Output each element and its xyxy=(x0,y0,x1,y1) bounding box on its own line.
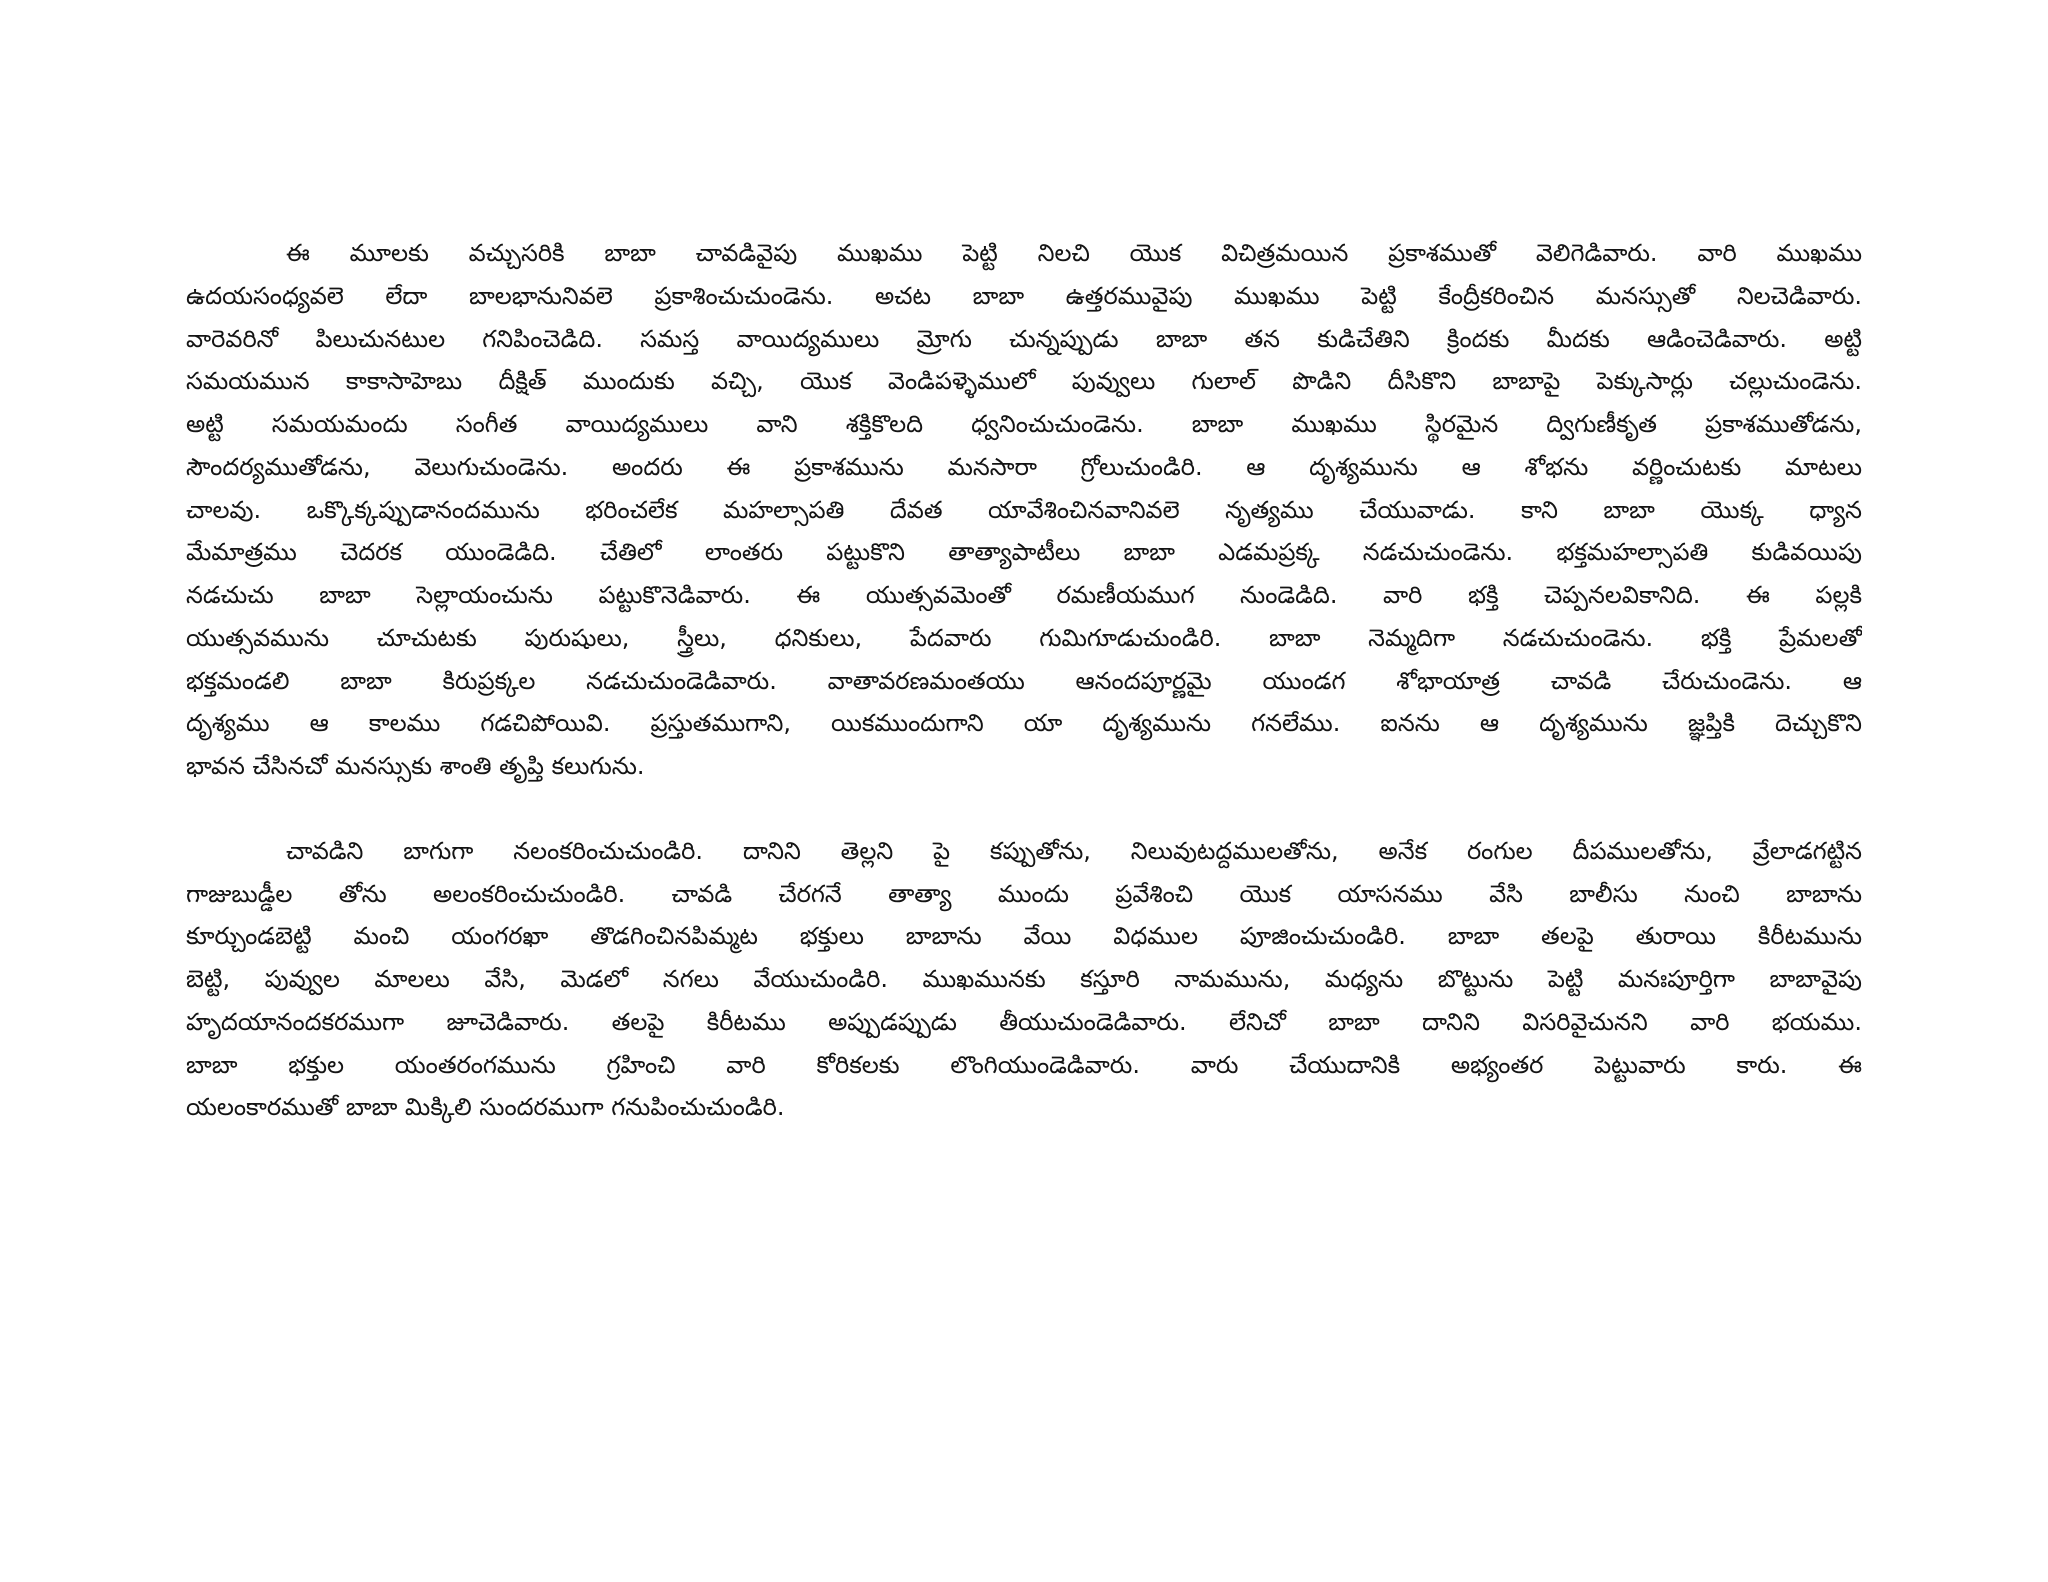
paragraph-line: వారెవరినో పిలుచునటుల గనిపించెడిది. సమస్త వాయిద్యములు మ్రోగు చున్నప్పుడు బాబా తన కుడిచేతిని క్రిందకు మీదకు ఆడించెడివారు. అట్టి xyxy=(186,324,1862,353)
paragraph-line: యుత్సవమును చూచుటకు పురుషులు, స్త్రీలు, ధనికులు, పేదవారు గుమిగూడుచుండిరి. బాబా నెమ్మదిగా నడచుచుండెను. భక్తి ప్రేమలతో xyxy=(186,623,1862,652)
paragraph-line: బాబా భక్తుల యంతరంగమును గ్రహించి వారి కోరికలకు లొంగియుండెడివారు. వారు చేయుదానికి అభ్యంతర పెట్టువారు కారు. ఈ xyxy=(186,1050,1862,1079)
paragraph-line: భక్తమండలి బాబా కిరుప్రక్కల నడచుచుండెడివారు. వాతావరణమంతయు ఆనందపూర్ణమై యుండగ శోభాయాత్ర చావడి చేరుచుండెను. ఆ xyxy=(186,666,1862,695)
paragraph-1 xyxy=(186,232,1862,788)
paragraph-line: ఉదయసంధ్యవలె లేదా బాలభానునివలె ప్రకాశించుచుండెను. అచట బాబా ఉత్తరమువైపు ముఖము పెట్టి కేంద్రీకరించిన మనస్సుతో నిలచెడివారు. xyxy=(186,281,1862,310)
paragraph-line: హృదయానందకరముగా జూచెడివారు. తలపై కిరీటము అప్పుడప్పుడు తీయుచుండెడివారు. లేనిచో బాబా దానిని విసరివైచునని వారి భయము. xyxy=(186,1007,1862,1036)
paragraph-2 xyxy=(186,830,1862,1129)
paragraph-line: దృశ్యము ఆ కాలము గడచిపోయివి. ప్రస్తుతముగాని, యికముందుగాని యా దృశ్యమును గనలేము. ఐనను ఆ దృశ్యమును జ్ఞప్తికి దెచ్చుకొని xyxy=(186,709,1862,738)
paragraph-line: అట్టి సమయమందు సంగీత వాయిద్యములు వాని శక్తికొలది ధ్వనించుచుండెను. బాబా ముఖము స్థిరమైన ద్విగుణీకృత ప్రకాశముతోడను, xyxy=(186,410,1862,438)
paragraph-line: సౌందర్యముతోడను, వెలుగుచుండెను. అందరు ఈ ప్రకాశమును మనసారా గ్రోలుచుండిరి. ఆ దృశ్యమును ఆ శోభను వర్ణించుటకు మాటలు xyxy=(186,452,1862,481)
paragraph-line: ఈ మూలకు వచ్చుసరికి బాబా చావడివైపు ముఖము పెట్టి నిలచి యొక విచిత్రమయిన ప్రకాశముతో వెలిగెడివారు. వారి ముఖము xyxy=(286,239,1862,267)
paragraph-spacer xyxy=(186,788,1862,830)
paragraph-line: భావన చేసినచో మనస్సుకు శాంతి తృప్తి కలుగును. xyxy=(186,752,645,780)
document-body xyxy=(186,232,1862,1129)
paragraph-line: నడచుచు బాబా సెల్లాయంచును పట్టుకొనెడివారు. ఈ యుత్సవమెంతో రమణీయముగ నుండెడిది. వారి భక్తి చెప్పనలవికానిది. ఈ పల్లకి xyxy=(186,581,1862,609)
paragraph-line: చావడిని బాగుగా నలంకరించుచుండిరి. దానిని తెల్లని పై కప్పుతోను, నిలువుటద్దములతోను, అనేక రంగుల దీపములతోను, వ్రేలాడగట్టిన xyxy=(286,836,1862,865)
paragraph-line: సమయమున కాకాసాహెబు దీక్షిత్ ముందుకు వచ్చి, యొక వెండిపళ్ళెములో పువ్వులు గులాల్ పొడిని దీసికొని బాబాపై పెక్కుసార్లు చల్లుచుండెను. xyxy=(186,367,1862,396)
paragraph-line: గాజుబుడ్డీల తోను అలంకరించుచుండిరి. చావడి చేరగనే తాత్యా ముందు ప్రవేశించి యొక యాసనము వేసి బాలీసు నుంచి బాబాను xyxy=(186,879,1862,908)
paragraph-line: యలంకారముతో బాబా మిక్కిలి సుందరముగా గనుపించుచుండిరి. xyxy=(186,1093,785,1122)
paragraph-line: చాలవు. ఒక్కొక్కప్పుడానందమును భరించలేక మహల్సాపతి దేవత యావేశించినవానివలె నృత్యము చేయువాడు. కాని బాబా యొక్క ధ్యాన xyxy=(186,495,1862,524)
paragraph-line: కూర్చుండబెట్టి మంచి యంగరఖా తొడగించినపిమ్మట భక్తులు బాబాను వేయి విధముల పూజించుచుండిరి. బాబా తలపై తురాయి కిరీటమును xyxy=(186,922,1862,951)
paragraph-line: బెట్టి, పువ్వుల మాలలు వేసి, మెడలో నగలు వేయుచుండిరి. ముఖమునకు కస్తూరి నామమును, మధ్యను బొట్టును పెట్టి మనఃపూర్తిగా బాబావైపు xyxy=(186,965,1862,993)
paragraph-line: మేమాత్రము చెదరక యుండెడిది. చేతిలో లాంతరు పట్టుకొని తాత్యాపాటీలు బాబా ఎడమప్రక్క నడచుచుండెను. భక్తమహల్సాపతి కుడివయిపు xyxy=(186,538,1862,567)
